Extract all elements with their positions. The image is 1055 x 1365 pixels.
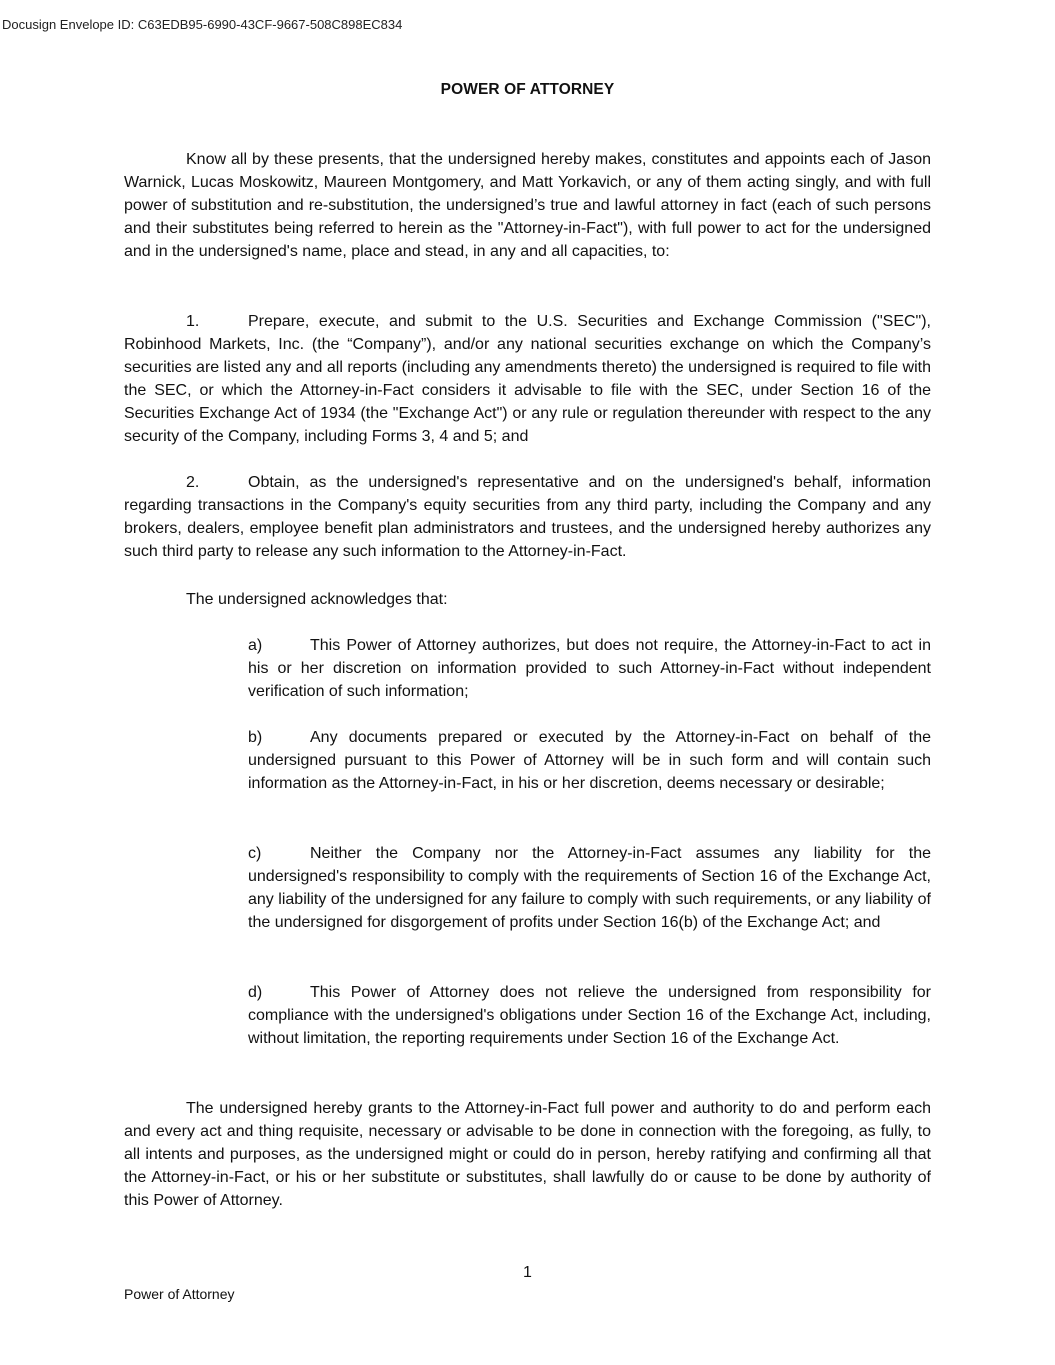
numbered-item-2-body — [124, 471, 931, 563]
grant-text: The undersigned hereby grants to the Attorney-in-Fact full power and authority to do and perform each and every act and thing requisite, necessary or advisable to be done in connection with the foregoing, as fully, to all intents and purposes, as the undersigned might or could do in person, hereby ratifying and confirming all that the Attorney-in-Fact, or his or her substitute or substitutes, shall lawfully do or cause to be done by authority of this Power of Attorney. — [124, 1100, 931, 1209]
numbered-item-1 — [124, 310, 931, 448]
lettered-item-b-text: Any documents prepared or executed by the Attorney-in-Fact on behalf of the undersigned pursuant to this Power of Attorney will be in such form and will contain such information as the Attorney-in-Fact, in his or her discretion, deems necessary or desirable; — [248, 729, 931, 792]
lettered-item-c-text: Neither the Company nor the Attorney-in-Fact assumes any liability for the undersigned's responsibility to comply with the requirements of Section 16 of the Exchange Act, any liability of the undersigned for any failure to comply with such requirements, or any liability of the undersigned for disgorgement of profits under Section 16(b) of the Exchange Act; and — [248, 845, 931, 931]
document-title: POWER OF ATTORNEY — [440, 81, 615, 98]
lettered-item-d-text: This Power of Attorney does not relieve the undersigned from responsibility for compliance with the undersigned's obligations under Section 16 of the Exchange Act, including, without limitation, the reporting requirements under Section 16 of the Exchange Act. — [248, 984, 931, 1047]
numbered-item-1-text: Prepare, execute, and submit to the U.S. Securities and Exchange Commission ("SEC"), Robinhood Markets, Inc. (the “Company”), and/or any national securities exchange on which the Company’s securities are listed any and all reports (including any amendments thereto) the undersigned is required to file with the SEC, or which the Attorney-in-Fact considers it advisable to file with the SEC, under Section 16 of the Securities Exchange Act of 1934 (the "Exchange Act") or any rule or regulation thereunder with respect to the any security of the Company, including Forms 3, 4 and 5; and — [124, 313, 931, 445]
lettered-item-d-letter: d) — [248, 984, 263, 1001]
lettered-item-c-body — [248, 842, 931, 934]
lettered-item-b-body — [248, 726, 931, 795]
numbered-item-2-text: Obtain, as the undersigned's representative and on the undersigned's behalf, information regarding transactions in the Company's equity securities from any third party, including the Company and any brokers, dealers, employee benefit plan administrators and trustees, and the undersigned hereby authorizes any such third party to release any such information to the Attorney-in-Fact. — [124, 474, 931, 560]
intro-text: Know all by these presents, that the undersigned hereby makes, constitutes and appoints each of Jason Warnick, Lucas Moskowitz, Maureen Montgomery, and Matt Yorkavich, or any of them acting singly, and with full power of substitution and re-substitution, the undersigned’s true and lawful attorney in fact (each of such persons and their substitutes being referred to herein as the "Attorney-in-Fact"), with full power to act for the undersigned and in the undersigned's name, place and stead, in any and all capacities, to: — [124, 151, 931, 260]
footer-label: Power of Attorney — [124, 1286, 235, 1302]
lettered-item-d-body — [248, 981, 931, 1050]
numbered-item-2-number: 2. — [186, 474, 200, 491]
envelope-id: Docusign Envelope ID: C63EDB95-6990-43CF-9667-508C898EC834 — [2, 17, 403, 32]
lettered-item-a-text: This Power of Attorney authorizes, but does not require, the Attorney-in-Fact to act in his or her discretion on information provided to such Attorney-in-Fact without independent verification of such information; — [248, 637, 931, 700]
acknowledges-text: The undersigned acknowledges that: — [186, 591, 448, 608]
lettered-item-b — [248, 726, 931, 795]
grant-paragraph — [124, 1097, 931, 1212]
numbered-item-1-body — [124, 310, 931, 448]
lettered-item-a — [248, 634, 931, 703]
lettered-item-c-letter: c) — [248, 845, 262, 862]
numbered-item-2 — [124, 471, 931, 563]
lettered-item-c — [248, 842, 931, 934]
lettered-item-b-letter: b) — [248, 729, 263, 746]
page-number: 1 — [523, 1264, 532, 1281]
lettered-item-a-body — [248, 634, 931, 703]
numbered-item-1-number: 1. — [186, 313, 200, 330]
intro-paragraph — [124, 148, 931, 263]
lettered-item-a-letter: a) — [248, 637, 263, 654]
acknowledges-paragraph — [124, 588, 931, 611]
lettered-item-d — [248, 981, 931, 1050]
